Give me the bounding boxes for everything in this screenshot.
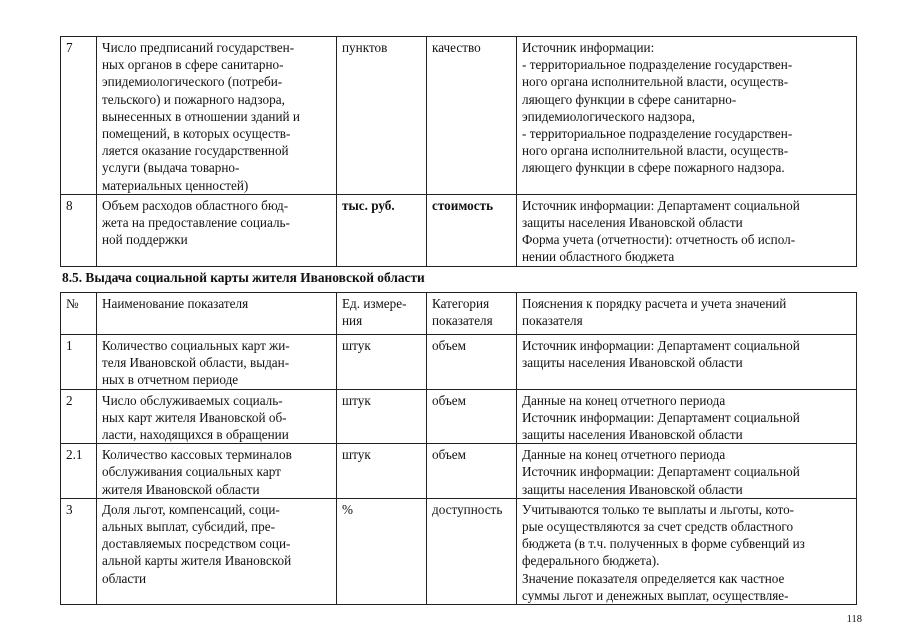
- indicator-table-continued: [60, 36, 857, 267]
- text-line: ласти, находящихся в обращении: [102, 427, 289, 443]
- text-line: Форма учета (отчетности): отчетность об испол-: [522, 232, 796, 248]
- text-line: - территориальное подразделение государствен-: [522, 126, 793, 142]
- text-line: Категория: [432, 296, 490, 311]
- text-line: Число обслуживаемых социаль-: [102, 392, 283, 408]
- text-line: Источник информации: Департамент социальной: [522, 409, 800, 425]
- text-line: ных карт жителя Ивановской об-: [102, 409, 287, 425]
- row-number: 7: [61, 37, 97, 195]
- indicator-category: объем: [427, 444, 517, 499]
- text-line: Пояснения к порядку расчета и учета значений: [522, 296, 787, 311]
- text-line: альной карты жителя Ивановской: [102, 553, 292, 569]
- calculation-explanation: [517, 194, 857, 266]
- text-line: Наименование показателя: [102, 296, 249, 311]
- table-header-row: [61, 293, 857, 335]
- indicator-name: [97, 498, 337, 604]
- indicator-name: [97, 389, 337, 444]
- text-line: помещений, в которых осуществ-: [102, 126, 291, 142]
- table-row: [61, 335, 857, 390]
- unit-of-measure: тыс. руб.: [337, 194, 427, 266]
- text-line: федерального бюджета).: [522, 553, 660, 569]
- text-line: ляется оказание государственной: [102, 143, 289, 159]
- text-line: альных выплат, субсидий, пре-: [102, 519, 276, 535]
- calculation-explanation: [517, 498, 857, 604]
- indicator-name: [97, 37, 337, 195]
- indicator-category: качество: [427, 37, 517, 195]
- text-line: бюджета (в т.ч. полученных в форме субвенций из: [522, 536, 805, 552]
- text-line: Учитываются только те выплаты и льготы, кото-: [522, 501, 795, 517]
- text-line: Объем расходов областного бюд-: [102, 197, 289, 213]
- text-line: жета на предоставление социаль-: [102, 215, 290, 231]
- text-line: ляющего функции в сфере санитарно-: [522, 91, 737, 107]
- text-line: защиты населения Ивановской области: [522, 215, 743, 231]
- text-line: Источник информации: Департамент социальной: [522, 197, 800, 213]
- text-line: рые осуществляются за счет средств областного: [522, 519, 794, 535]
- text-line: ной поддержки: [102, 232, 188, 248]
- text-line: защиты населения Ивановской области: [522, 481, 743, 497]
- text-line: услуги (выдача товарно-: [102, 160, 240, 176]
- text-line: Источник информации: Департамент социальной: [522, 338, 800, 353]
- indicator-category: объем: [427, 389, 517, 444]
- indicator-name: [97, 194, 337, 266]
- text-line: жителя Ивановской области: [102, 481, 260, 497]
- table-row: [61, 444, 857, 499]
- text-line: материальных ценностей): [102, 177, 249, 193]
- table-row: [61, 389, 857, 444]
- text-line: эпидемиологического (потреби-: [102, 74, 283, 90]
- row-number: 2: [61, 389, 97, 444]
- header-explanation: [517, 293, 857, 335]
- unit-of-measure: штук: [337, 444, 427, 499]
- header-number: №: [61, 293, 97, 335]
- indicator-category: стоимость: [427, 194, 517, 266]
- indicator-name: [97, 444, 337, 499]
- text-line: ния: [342, 313, 363, 329]
- text-line: показателя: [522, 313, 583, 329]
- text-line: Доля льгот, компенсаций, соци-: [102, 501, 280, 517]
- text-line: области: [102, 570, 147, 586]
- text-line: тельского) и пожарного надзора,: [102, 91, 285, 107]
- calculation-explanation: [517, 444, 857, 499]
- row-number: 1: [61, 335, 97, 390]
- table-row: [61, 194, 857, 266]
- indicator-name: [97, 335, 337, 390]
- text-line: защиты населения Ивановской области: [522, 355, 743, 371]
- section-heading: 8.5. Выдача социальной карты жителя Ивановской области: [62, 270, 425, 285]
- text-line: Число предписаний государствен-: [102, 40, 295, 55]
- text-line: ляющего функции в сфере пожарного надзора.: [522, 160, 785, 176]
- text-line: ных органов в сфере санитарно-: [102, 57, 284, 73]
- table-row: [61, 37, 857, 195]
- table-row: [61, 498, 857, 604]
- text-line: Ед. измере-: [342, 296, 407, 311]
- text-line: ного органа исполнительной власти, осуществ-: [522, 74, 789, 90]
- text-line: доставляемых посредством соци-: [102, 536, 291, 552]
- header-unit: [337, 293, 427, 335]
- text-line: обслуживания социальных карт: [102, 464, 281, 480]
- row-number: 2.1: [61, 444, 97, 499]
- calculation-explanation: [517, 37, 857, 195]
- header-category: [427, 293, 517, 335]
- text-line: Количество кассовых терминалов: [102, 447, 292, 463]
- row-number: 8: [61, 194, 97, 266]
- text-line: Источник информации:: [522, 40, 655, 55]
- text-line: Данные на конец отчетного периода: [522, 447, 726, 463]
- text-line: Данные на конец отчетного периода: [522, 392, 726, 408]
- text-line: вынесенных в отношении зданий и: [102, 108, 300, 124]
- text-line: суммы льгот и денежных выплат, осуществляе-: [522, 587, 789, 603]
- indicator-table: [60, 292, 857, 605]
- text-line: эпидемиологического надзора,: [522, 108, 696, 124]
- unit-of-measure: штук: [337, 389, 427, 444]
- text-line: показателя: [432, 313, 493, 329]
- unit-of-measure: штук: [337, 335, 427, 390]
- unit-of-measure: пунктов: [337, 37, 427, 195]
- text-line: нении областного бюджета: [522, 249, 675, 265]
- calculation-explanation: [517, 335, 857, 390]
- unit-of-measure: %: [337, 498, 427, 604]
- text-line: Значение показателя определяется как частное: [522, 570, 785, 586]
- text-line: - территориальное подразделение государствен-: [522, 57, 793, 73]
- text-line: ных в отчетном периоде: [102, 372, 239, 388]
- indicator-category: доступность: [427, 498, 517, 604]
- text-line: Количество социальных карт жи-: [102, 338, 290, 353]
- text-line: защиты населения Ивановской области: [522, 427, 743, 443]
- indicator-category: объем: [427, 335, 517, 390]
- row-number: 3: [61, 498, 97, 604]
- calculation-explanation: [517, 389, 857, 444]
- text-line: теля Ивановской области, выдан-: [102, 355, 290, 371]
- text-line: ного органа исполнительной власти, осуществ-: [522, 143, 789, 159]
- header-indicator-name: [97, 293, 337, 335]
- text-line: Источник информации: Департамент социальной: [522, 464, 800, 480]
- page-number: 118: [846, 614, 862, 625]
